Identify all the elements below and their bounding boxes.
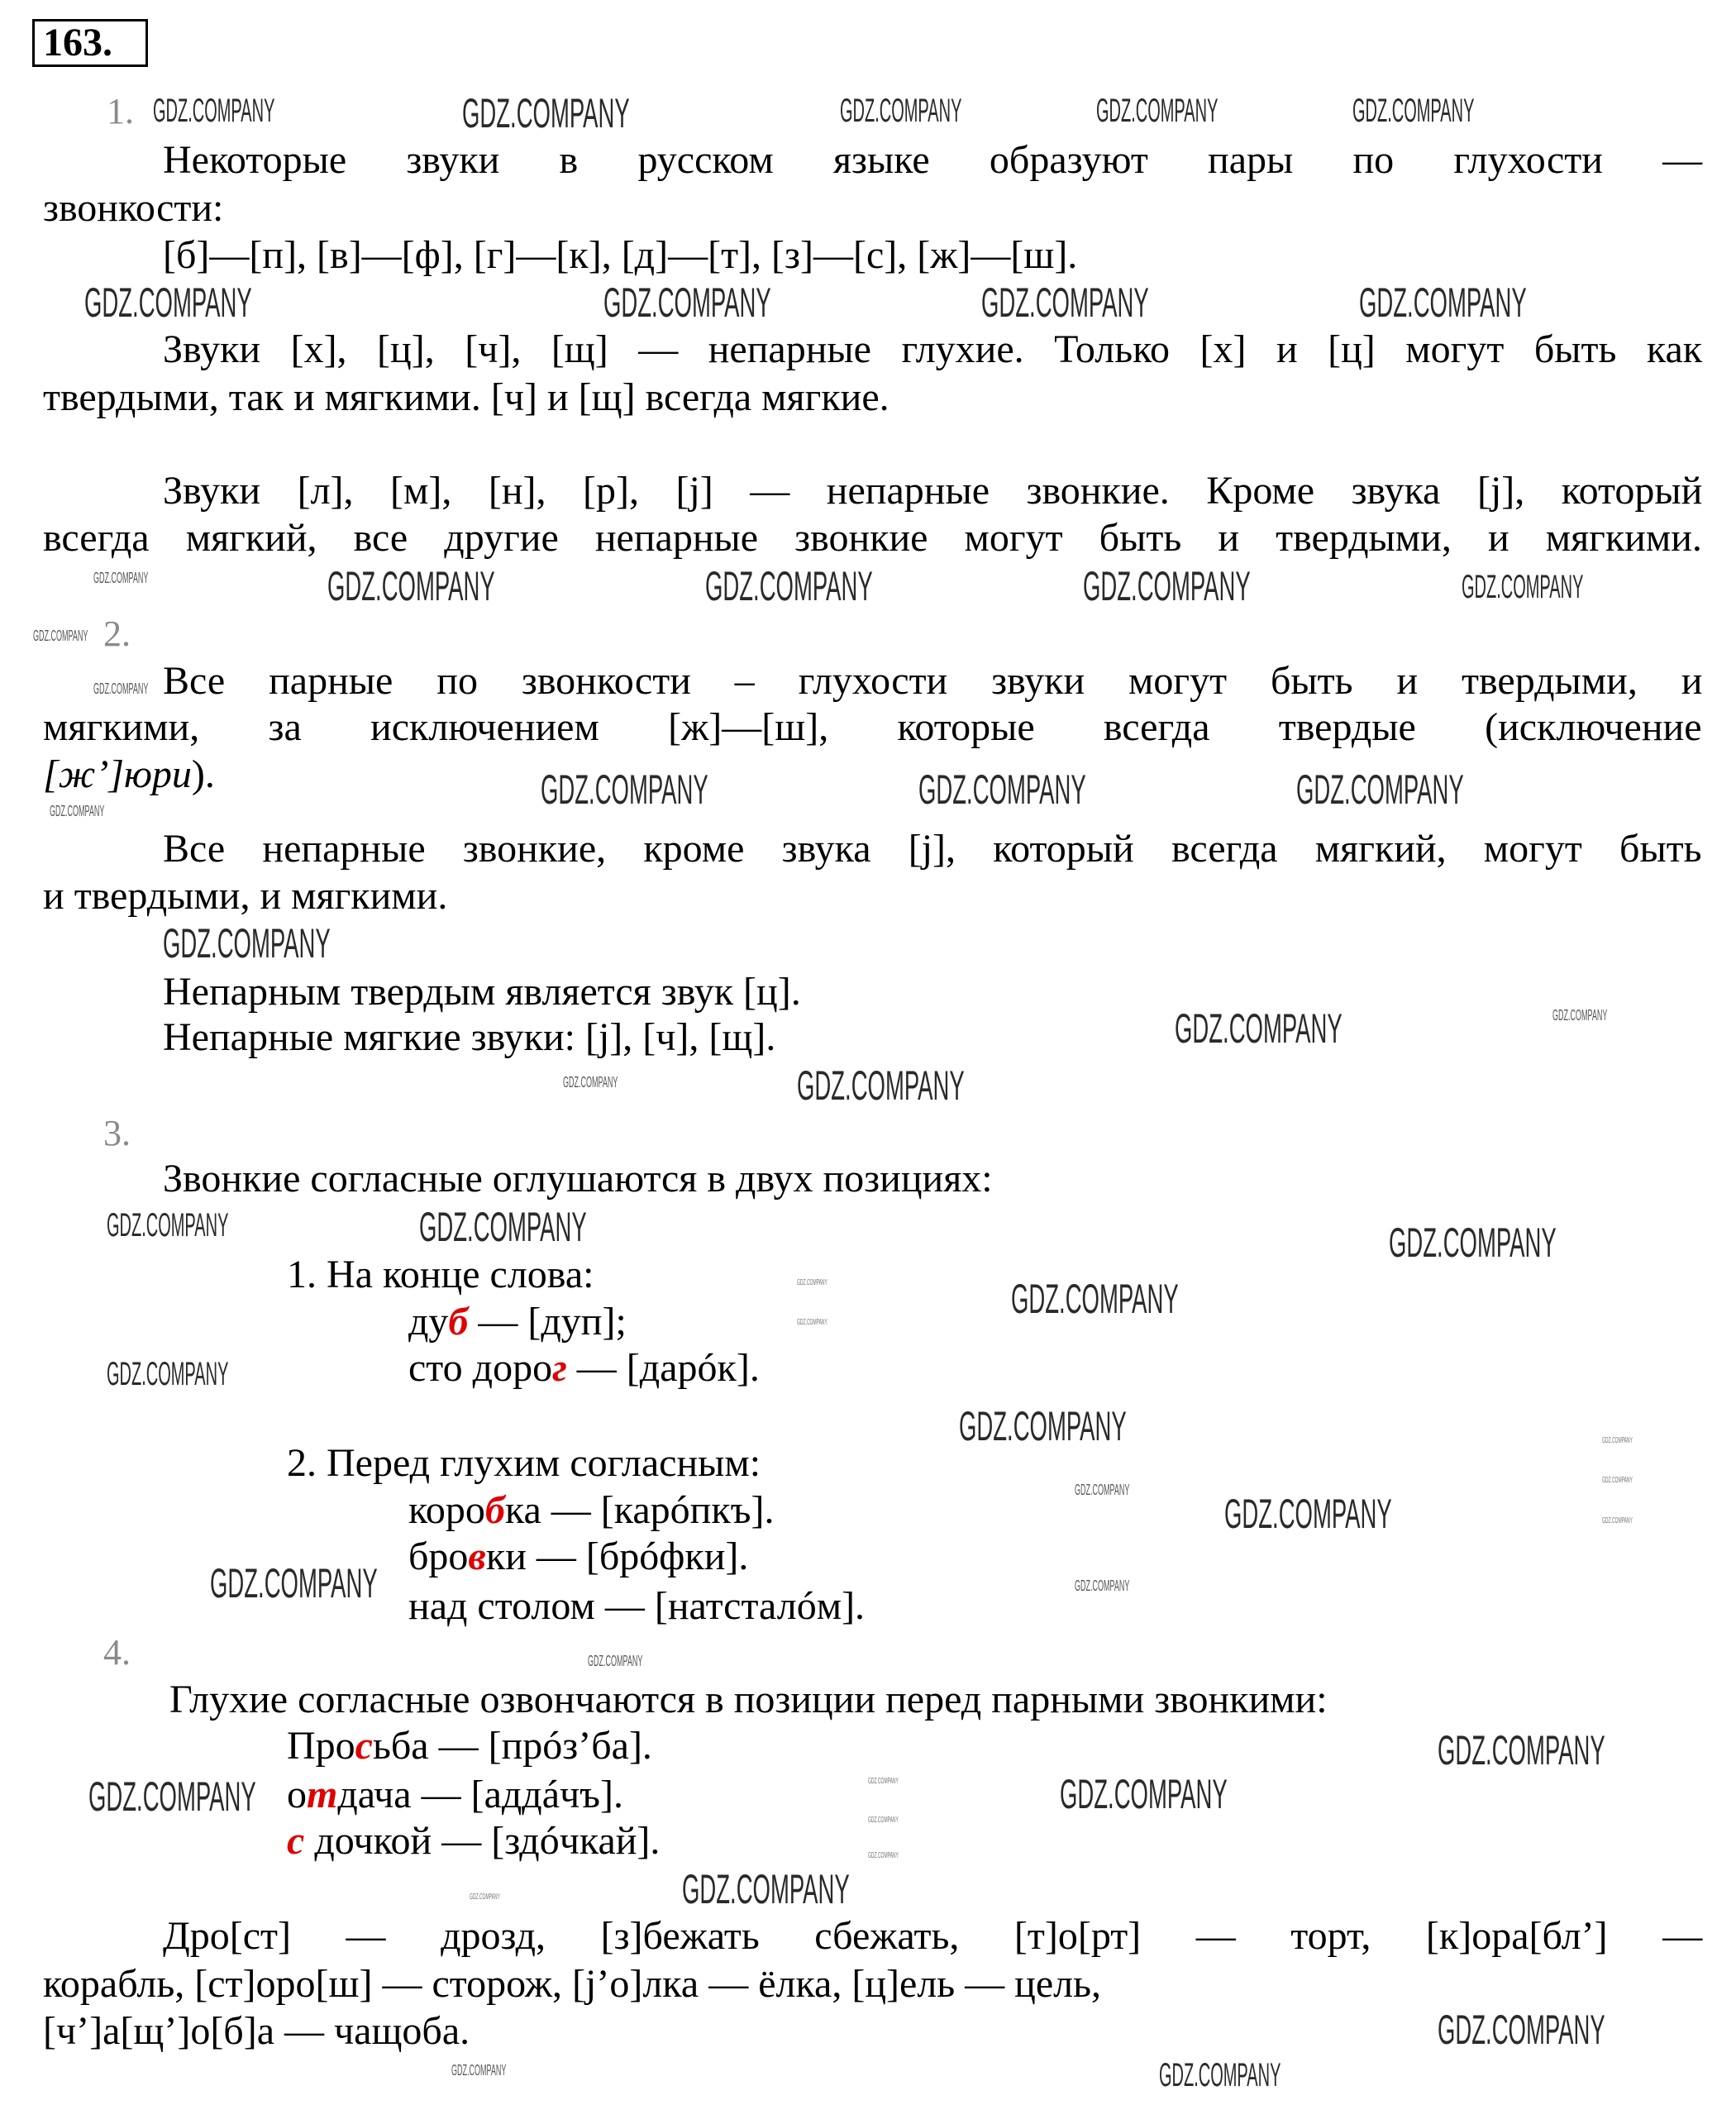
watermark: GDZ.COMPANY — [1352, 93, 1475, 129]
text: о — [287, 1773, 307, 1816]
watermark: GDZ.COMPANY — [33, 628, 88, 644]
watermark: GDZ.COMPANY — [50, 803, 105, 819]
s1-p2-line1: Звуки [х], [ц], [ч], [щ] — непарные глухие. Только [х] и [ц] могут быть как — [163, 327, 1703, 371]
watermark: GDZ.COMPANY — [1462, 569, 1584, 605]
s4-example — [287, 1819, 660, 1864]
text: ка — [карóпкъ]. — [504, 1488, 775, 1532]
watermark: GDZ.COMPANY — [918, 766, 1086, 813]
watermark: GDZ.COMPANY — [797, 1318, 827, 1327]
s1-p3-line2: всегда мягкий, все другие непарные звонкие могут быть и твердыми, и мягкими. — [43, 516, 1702, 560]
s3-example — [408, 1488, 774, 1533]
watermark: GDZ.COMPANY — [1159, 2057, 1281, 2093]
watermark: GDZ.COMPANY — [563, 1074, 618, 1091]
text: ду — [408, 1300, 449, 1344]
s2-p2-line2: и твердыми, и мягкими. — [43, 874, 448, 918]
s3-example — [408, 1346, 760, 1391]
watermark: GDZ.COMPANY — [1602, 1516, 1633, 1525]
watermark: GDZ.COMPANY — [107, 1356, 229, 1392]
s1-p1-line2: звонкости: — [43, 186, 224, 230]
watermark: GDZ.COMPANY — [1602, 1476, 1633, 1485]
watermark: GDZ.COMPANY — [840, 93, 962, 129]
s2-line4: Непарные мягкие звуки: [j], [ч], [щ]. — [163, 1015, 776, 1059]
s4-p-line3: [ч’]а[щ’]о[б]а — чащоба. — [43, 2009, 470, 2053]
watermark: GDZ.COMPANY — [419, 1204, 587, 1250]
watermark: GDZ.COMPANY — [868, 1851, 899, 1860]
watermark: GDZ.COMPANY — [462, 90, 630, 136]
s1-pairs: [б]—[п], [в]—[ф], [г]—[к], [д]—[т], [з]—[с], [ж]—[ш]. — [163, 233, 1078, 277]
watermark: GDZ.COMPANY — [1552, 1007, 1608, 1024]
highlight-letter: с — [287, 1819, 305, 1863]
watermark: GDZ.COMPANY — [1011, 1276, 1179, 1322]
s4-example — [287, 1773, 623, 1817]
s3-intro: Звонкие согласные оглушаются в двух позициях: — [163, 1157, 993, 1200]
s4-p-line2: корабль, [ст]оро[ш] — сторож, [j’о]лка — ёлка, [ц]ель — цель, — [43, 1962, 1101, 2006]
text: коро — [408, 1488, 485, 1532]
watermark: GDZ.COMPANY — [682, 1866, 850, 1912]
s2-line3: Непарным твердым является звук [ц]. — [163, 970, 801, 1014]
s3-example — [408, 1535, 748, 1579]
italic-example: [ж’]юри — [43, 752, 192, 796]
section-2-number: 2. — [103, 613, 131, 654]
text: над столом — [натсталóм]. — [408, 1584, 866, 1628]
s3-example — [408, 1584, 865, 1629]
s3-heading-1: 1. На конце слова: — [287, 1253, 594, 1296]
watermark: GDZ.COMPANY — [959, 1403, 1127, 1449]
watermark: GDZ.COMPANY — [88, 1773, 256, 1820]
watermark: GDZ.COMPANY — [1075, 1578, 1130, 1594]
watermark: GDZ.COMPANY — [1359, 279, 1527, 326]
s2-p1-line1: Все парные по звонкости – глухости звуки могут быть и твердыми, и — [163, 659, 1703, 703]
s3-heading-2: 2. Перед глухим согласным: — [287, 1441, 761, 1485]
watermark: GDZ.COMPANY — [797, 1278, 827, 1287]
s2-p1-line3 — [43, 752, 215, 797]
watermark: GDZ.COMPANY — [1602, 1436, 1633, 1445]
watermark: GDZ.COMPANY — [868, 1777, 899, 1786]
s3-example — [408, 1300, 627, 1344]
s1-p3-line1: Звуки [л], [м], [н], [р], [j] — непарные звонкие. Кроме звука [j], который — [163, 469, 1703, 513]
watermark: GDZ.COMPANY — [1224, 1491, 1392, 1537]
s1-p2-line2: твердыми, так и мягкими. [ч] и [щ] всегда мягкие. — [43, 375, 889, 419]
s4-p-line1: Дро[ст] — дрозд, [з]бежать сбежать, [т]о[рт] — торт, [к]ора[бл’] — — [163, 1914, 1703, 1958]
watermark: GDZ.COMPANY — [541, 766, 708, 813]
text: — [дарóк]. — [566, 1346, 760, 1390]
watermark: GDZ.COMPANY — [327, 563, 495, 609]
section-4-number: 4. — [103, 1632, 131, 1673]
highlight-letter: б — [448, 1300, 469, 1344]
text: Про — [287, 1724, 355, 1768]
s1-p1-line1: Некоторые звуки в русском языке образуют пары по глухости — — [163, 138, 1703, 182]
highlight-letter: с — [355, 1724, 373, 1768]
text: ки — [брóфки]. — [485, 1535, 749, 1578]
watermark: GDZ.COMPANY — [1389, 1220, 1557, 1266]
watermark: GDZ.COMPANY — [84, 279, 252, 326]
watermark: GDZ.COMPANY — [603, 279, 771, 326]
watermark: GDZ.COMPANY — [210, 1560, 378, 1606]
watermark: GDZ.COMPANY — [163, 920, 331, 967]
s2-p2-line1: Все непарные звонкие, кроме звука [j], который всегда мягкий, могут быть — [163, 827, 1702, 871]
s4-intro: Глухие согласные озвончаются в позиции перед парными звонкими: — [169, 1678, 1328, 1721]
section-1-number: 1. — [107, 91, 134, 131]
watermark: GDZ.COMPANY — [1175, 1005, 1343, 1052]
watermark: GDZ.COMPANY — [868, 1816, 899, 1825]
watermark: GDZ.COMPANY — [1060, 1771, 1228, 1817]
highlight-letter: т — [307, 1773, 338, 1816]
watermark: GDZ.COMPANY — [1296, 766, 1464, 813]
highlight-letter: г — [552, 1346, 567, 1390]
watermark: GDZ.COMPANY — [705, 563, 873, 609]
watermark: GDZ.COMPANY — [797, 1062, 965, 1109]
text: бро — [408, 1535, 469, 1578]
watermark: GDZ.COMPANY — [451, 2062, 507, 2079]
watermark: GDZ.COMPANY — [470, 1893, 500, 1902]
watermark: GDZ.COMPANY — [107, 1207, 229, 1243]
highlight-letter: в — [468, 1535, 486, 1578]
watermark: GDZ.COMPANY — [1096, 93, 1219, 129]
text: дача — [аддáчъ]. — [337, 1773, 623, 1816]
highlight-letter: б — [484, 1488, 505, 1532]
watermark: GDZ.COMPANY — [981, 279, 1149, 326]
tail: ). — [191, 752, 215, 796]
s2-p1-line2: мягкими, за исключением [ж]—[ш], которые всегда твердые (исключение — [43, 705, 1702, 749]
text: дочкой — [здóчкай]. — [304, 1819, 661, 1863]
text: — [дуп]; — [468, 1300, 627, 1344]
watermark: GDZ.COMPANY — [1075, 1482, 1130, 1498]
s4-example — [287, 1724, 652, 1768]
watermark: GDZ.COMPANY — [93, 570, 149, 586]
text: сто доро — [408, 1346, 553, 1390]
watermark: GDZ.COMPANY — [93, 680, 149, 697]
exercise-number: 163. — [32, 19, 148, 67]
watermark: GDZ.COMPANY — [1438, 2007, 1605, 2053]
watermark: GDZ.COMPANY — [1438, 1727, 1605, 1773]
watermark: GDZ.COMPANY — [588, 1653, 643, 1669]
section-3-number: 3. — [103, 1113, 131, 1153]
watermark: GDZ.COMPANY — [1083, 563, 1251, 609]
text: ьба — [прóз’ба]. — [372, 1724, 652, 1768]
watermark: GDZ.COMPANY — [153, 93, 275, 129]
